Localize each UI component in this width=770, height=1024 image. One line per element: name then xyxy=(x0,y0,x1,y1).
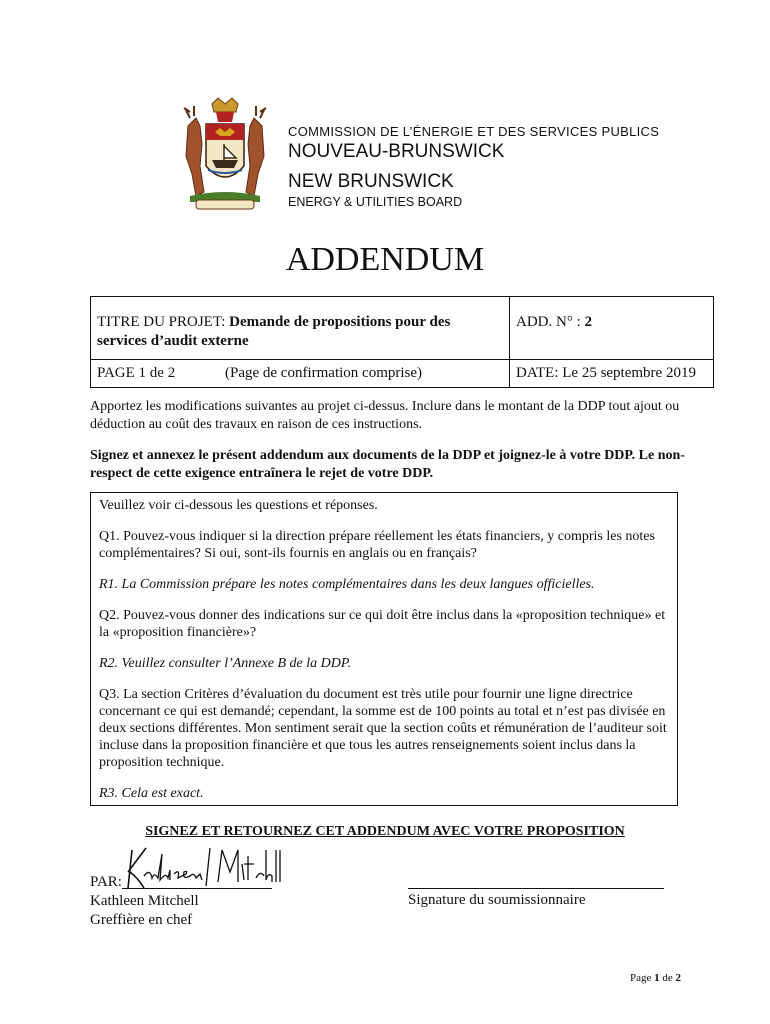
org-name-french-line1: COMMISSION DE L’ÉNERGIE ET DES SERVICES PUBLICS xyxy=(288,124,660,139)
project-title-cell xyxy=(91,297,510,360)
page-count-cell xyxy=(91,360,510,388)
signer-name: Kathleen Mitchell xyxy=(90,893,199,909)
question-3: Q3. La section Critères d’évaluation du document est très utile pour fournir une ligne directrice concernant ce qui est demandé; cependant, la somme est de 100 points au total et n’est pas divisée en deux sections différentes. Mon sentiment serait que la section coûts et rémunération de l’auditeur soit incluse dans la proposition financière et que tous les autres renseignements soient inclus dans la proposition technique. xyxy=(99,687,667,770)
questions-answers-box xyxy=(90,492,678,806)
answer-3: R3. Cela est exact. xyxy=(99,786,204,801)
project-title-label: TITRE DU PROJET: xyxy=(97,314,230,330)
organization-name xyxy=(288,124,659,210)
footer-page-num: 1 xyxy=(654,972,660,984)
document-title: ADDENDUM xyxy=(285,241,485,278)
addendum-info-table xyxy=(90,296,714,388)
signature-line-left xyxy=(122,888,272,889)
page-count-label: PAGE 1 de 2 xyxy=(97,365,176,381)
org-name-english-line2: ENERGY & UTILITIES BOARD xyxy=(288,195,463,209)
date-label: DATE: Le 25 septembre 2019 xyxy=(516,365,696,381)
project-title-value: Demande de propositions pour des services d’audit externe xyxy=(97,314,451,349)
footer-page-word: Page xyxy=(630,972,655,984)
addendum-number-cell xyxy=(510,297,714,360)
footer-of-word: de xyxy=(659,972,676,984)
instructions-paragraph: Apportez les modifications suivantes au projet ci-dessus. Inclure dans le montant de la DDP tout ajout ou déduction au coût des travaux en raison de ces instructions. xyxy=(90,399,680,432)
addendum-number-label: ADD. N° : xyxy=(516,314,585,330)
warning-paragraph: Signez et annexez le présent addendum aux documents de la DDP et joignez-le à votre DDP. Le non-respect de cette exigence entraînera le rejet de votre DDP. xyxy=(90,448,685,481)
sign-and-return-notice: SIGNEZ ET RETOURNEZ CET ADDENDUM AVEC VOTRE PROPOSITION xyxy=(145,824,625,839)
date-cell xyxy=(510,360,714,388)
question-1: Q1. Pouvez-vous indiquer si la direction prépare réellement les états financiers, y compris les notes complémentaires? Si oui, sont-ils fournis en anglais ou en français? xyxy=(99,529,655,561)
handwritten-signature-icon xyxy=(122,842,282,894)
footer-page-total: 2 xyxy=(675,972,682,984)
answer-1: R1. La Commission prépare les notes complémentaires dans les deux langues officielles. xyxy=(99,577,595,592)
org-name-french-line2: NOUVEAU-BRUNSWICK xyxy=(288,141,505,162)
org-name-english-line1: NEW BRUNSWICK xyxy=(288,171,454,192)
question-2: Q2. Pouvez-vous donner des indications sur ce qui doit être inclus dans la «proposition technique» et la «proposition financière»? xyxy=(99,608,666,640)
page-footer xyxy=(630,972,681,984)
bidder-signature-label: Signature du soumissionnaire xyxy=(408,892,586,908)
signature-line-right xyxy=(408,888,664,889)
addendum-number-value: 2 xyxy=(584,314,592,330)
answer-2: R2. Veuillez consulter l’Annexe B de la DDP. xyxy=(99,656,352,671)
par-label: PAR: xyxy=(90,874,122,890)
signer-block xyxy=(90,892,199,930)
signer-role: Greffière en chef xyxy=(90,912,193,928)
page-count-note: (Page de confirmation comprise) xyxy=(225,365,423,381)
qa-intro: Veuillez voir ci-dessous les questions et réponses. xyxy=(99,498,378,513)
coat-of-arms-icon xyxy=(182,96,268,214)
